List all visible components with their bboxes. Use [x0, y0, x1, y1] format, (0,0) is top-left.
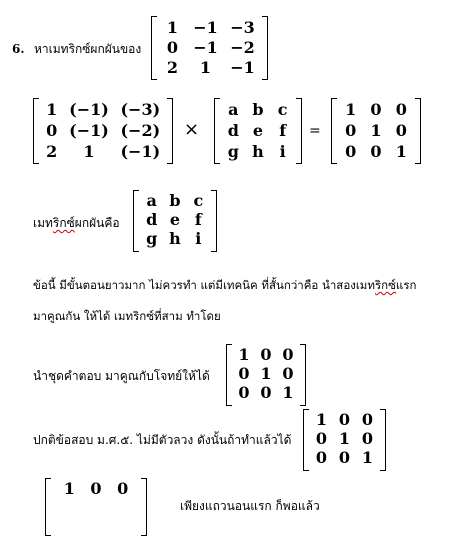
matrix-cell: 1: [260, 364, 272, 383]
matrix-cell: e: [252, 121, 264, 140]
matrix-cell: 0: [395, 121, 407, 140]
question-text: หาเมทริกซ์ผกผันของ: [34, 42, 142, 56]
matrix-cell: 0: [282, 345, 294, 364]
matrix-cell: (−1): [69, 100, 109, 119]
matrix-cell: h: [169, 229, 181, 248]
matrix-cell: (−1): [120, 142, 161, 161]
equals-symbol: =: [309, 123, 321, 139]
matrix-row: [152, 60, 267, 76]
matrix-row: [152, 40, 267, 56]
matrix-cell: 0: [260, 345, 272, 364]
matrix-cell: i: [195, 229, 202, 248]
matrix-cell: c: [193, 191, 204, 210]
matrix-cell: a: [146, 191, 157, 210]
matrix-cell: 1: [370, 121, 382, 140]
matrix-cell: 0: [338, 410, 351, 429]
step-2-identity-matrix: [303, 409, 386, 471]
inverse-label: [33, 217, 120, 229]
matrix-row: [332, 144, 420, 160]
matrix-cell: g: [146, 229, 158, 248]
matrix-cell: 0: [338, 448, 351, 467]
matrix-cell: 1: [361, 448, 374, 467]
matrix-row: [332, 102, 420, 118]
matrix-cell: (−3): [120, 100, 161, 119]
matrix-cell: 1: [63, 479, 75, 498]
matrix-a: [151, 16, 268, 80]
matrix-cell: b: [169, 191, 181, 210]
matrix-row: [332, 123, 420, 139]
inverse-label-suffix: ผกผันคือ: [74, 216, 120, 230]
first-row-matrix: [45, 478, 147, 536]
explanation-line-1-suffix: แรก: [395, 278, 417, 292]
identity-matrix: [331, 98, 421, 164]
matrix-row: [134, 212, 216, 228]
matrix-cell: 0: [238, 364, 250, 383]
inverse-matrix: [133, 190, 217, 252]
matrix-row: [34, 123, 172, 139]
matrix-cell: 1: [315, 410, 328, 429]
matrix-cell: 1: [282, 383, 294, 402]
matrix-row: [34, 102, 172, 118]
matrix-row: [227, 366, 305, 382]
matrix-cell: 0: [46, 121, 58, 140]
inverse-label-prefix: เมท: [33, 216, 53, 230]
matrix-row: [134, 231, 216, 247]
matrix-cell: −1: [193, 38, 218, 57]
matrix-row: [134, 193, 216, 209]
coefficient-matrix: [33, 98, 173, 164]
matrix-cell: 0: [361, 429, 374, 448]
matrix-cell: f: [279, 121, 287, 140]
matrix-cell: 1: [46, 100, 58, 119]
matrix-cell: 1: [199, 58, 212, 77]
matrix-cell: b: [252, 100, 264, 119]
matrix-cell: 2: [46, 142, 58, 161]
matrix-row: [215, 102, 301, 118]
step-1-identity-matrix: [226, 344, 306, 406]
matrix-cell: 0: [166, 38, 179, 57]
matrix-cell: 0: [117, 479, 129, 498]
step-1-text: นำชุดคำตอบ มาคูณกับโจทย์ให้ได้: [33, 369, 210, 383]
explanation-line-1-underlined: ริกซ์: [374, 278, 396, 292]
matrix-cell: 0: [238, 383, 250, 402]
matrix-row: [34, 144, 172, 160]
matrix-cell: 1: [238, 345, 250, 364]
explanation-line-1: [33, 280, 416, 292]
matrix-row: [304, 431, 385, 447]
matrix-cell: 1: [166, 18, 179, 37]
matrix-cell: 0: [315, 448, 328, 467]
matrix-row: [304, 412, 385, 428]
matrix-cell: (−1): [69, 121, 109, 140]
matrix-cell: f: [194, 210, 202, 229]
matrix-cell: 1: [338, 429, 351, 448]
matrix-cell: (−2): [120, 121, 161, 140]
matrix-row: [215, 144, 301, 160]
matrix-cell: 0: [395, 100, 407, 119]
matrix-cell: 1: [83, 142, 95, 161]
matrix-row: [215, 123, 301, 139]
matrix-cell: 1: [395, 142, 407, 161]
matrix-cell: 0: [345, 121, 357, 140]
matrix-row: [152, 20, 267, 36]
matrix-cell: 0: [361, 410, 374, 429]
matrix-cell: i: [279, 142, 286, 161]
matrix-cell: 0: [282, 364, 294, 383]
explanation-line-1-prefix: ข้อนี้ มีขั้นตอนยาวมาก ไม่ควรทำ แต่มีเทคนิค ที่สั้นกว่าคือ นำสองเมท: [33, 278, 375, 292]
matrix-cell: 2: [166, 58, 179, 77]
matrix-cell: a: [228, 100, 239, 119]
matrix-cell: d: [227, 121, 239, 140]
matrix-cell: 1: [345, 100, 357, 119]
matrix-cell: 0: [370, 100, 382, 119]
matrix-row: [227, 347, 305, 363]
variable-matrix: [214, 98, 302, 164]
matrix-cell: e: [169, 210, 181, 229]
matrix-cell: h: [252, 142, 264, 161]
step-2-text: ปกติข้อสอบ ม.ศ.๕. ไม่มีตัวลวง ดังนั้นถ้าทำแล้วได้: [33, 433, 292, 447]
matrix-cell: c: [277, 100, 288, 119]
matrix-cell: −1: [230, 58, 255, 77]
problem-number: 6.: [12, 42, 25, 56]
explanation-line-2: มาคูณกัน ให้ได้ เมทริกซ์ที่สาม ทำโดย: [33, 309, 221, 323]
matrix-row: [227, 385, 305, 401]
matrix-cell: −2: [230, 38, 255, 57]
matrix-cell: 0: [370, 142, 382, 161]
matrix-cell: −3: [230, 18, 255, 37]
matrix-cell: −1: [193, 18, 218, 37]
matrix-cell: 0: [260, 383, 272, 402]
final-text: เพียงแถวนอนแรก ก็พอแล้ว: [180, 499, 320, 513]
matrix-cell: g: [227, 142, 239, 161]
matrix-cell: d: [146, 210, 158, 229]
matrix-cell: 0: [345, 142, 357, 161]
inverse-label-underlined: ริกซ์: [52, 216, 75, 230]
matrix-cell: 0: [90, 479, 102, 498]
matrix-row: [304, 450, 385, 466]
matrix-row: [46, 481, 146, 497]
multiply-symbol: ×: [184, 119, 200, 140]
matrix-cell: 0: [315, 429, 328, 448]
